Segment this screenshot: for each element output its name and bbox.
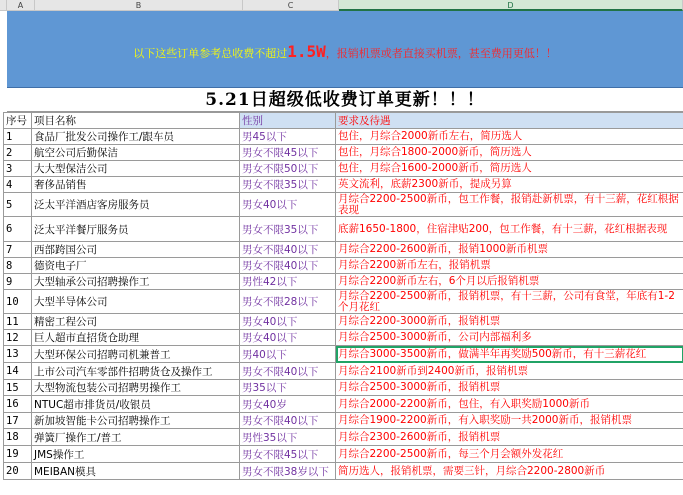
row-index-cell[interactable]: 8 xyxy=(4,258,32,274)
row-index-cell[interactable]: 5 xyxy=(4,193,32,217)
sheet-title-row[interactable] xyxy=(7,88,683,112)
row-index-cell[interactable]: 10 xyxy=(4,290,32,314)
requirement-cell[interactable]: 月综合2200-3000新币，报销机票 xyxy=(336,314,683,330)
row-index-cell[interactable]: 3 xyxy=(4,161,32,177)
row-index-cell[interactable]: 1 xyxy=(4,129,32,145)
requirement-cell[interactable]: 月综合2200-2500新币，报销机票，有十三薪，公司有食堂，年底有1-2个月花红 xyxy=(336,290,683,314)
project-name-cell[interactable]: 精密工程公司 xyxy=(32,314,240,330)
gender-cell[interactable]: 男性42以下 xyxy=(240,274,336,290)
project-name-cell[interactable]: 航空公司后勤保洁 xyxy=(32,145,240,161)
column-header-a[interactable]: A xyxy=(7,0,35,11)
row-index-cell[interactable]: 14 xyxy=(4,363,32,380)
requirement-cell[interactable]: 包住，月综合1800-2000新币，简历选人 xyxy=(336,145,683,161)
table-row xyxy=(4,330,683,346)
gender-cell[interactable]: 男女不限45以下 xyxy=(240,446,336,463)
gender-cell[interactable]: 男女40以下 xyxy=(240,330,336,346)
requirement-cell[interactable]: 英文流利，底薪2300新币，提成另算 xyxy=(336,177,683,193)
requirement-cell[interactable]: 月综合2200-2600新币，报销1000新币机票 xyxy=(336,242,683,258)
project-name-cell[interactable]: 大型环保公司招聘司机兼普工 xyxy=(32,346,240,363)
row-index-cell[interactable]: 16 xyxy=(4,396,32,413)
project-name-cell[interactable]: 大型半导体公司 xyxy=(32,290,240,314)
banner-amount: 1.5W xyxy=(287,42,326,61)
gender-cell[interactable]: 男女不限28以下 xyxy=(240,290,336,314)
gender-cell[interactable]: 男女40以下 xyxy=(240,314,336,330)
project-name-cell[interactable]: 巨人超市直招货仓助理 xyxy=(32,330,240,346)
header-index[interactable]: 序号 xyxy=(4,113,32,129)
table-row xyxy=(4,463,683,480)
header-gender[interactable]: 性别 xyxy=(240,113,336,129)
project-name-cell[interactable]: 新加坡智能卡公司招聘操作工 xyxy=(32,413,240,429)
project-name-cell[interactable]: 泛太平洋餐厅服务员 xyxy=(32,217,240,242)
select-all-corner[interactable] xyxy=(0,0,7,11)
project-name-cell[interactable]: MEIBAN模具 xyxy=(32,463,240,480)
requirement-cell[interactable]: 简历选人，报销机票，需要三针，月综合2200-2800新币 xyxy=(336,463,683,480)
table-header-row xyxy=(4,113,683,129)
table-row xyxy=(4,274,683,290)
requirement-cell[interactable]: 包住，月综合1600-2000新币，简历选人 xyxy=(336,161,683,177)
table-row xyxy=(4,177,683,193)
gender-cell[interactable]: 男女不限50以下 xyxy=(240,161,336,177)
banner-text xyxy=(7,44,683,62)
gender-cell[interactable]: 男女不限40以下 xyxy=(240,363,336,380)
row-index-cell[interactable]: 19 xyxy=(4,446,32,463)
header-project-name[interactable]: 项目名称 xyxy=(32,113,240,129)
row-index-cell[interactable]: 7 xyxy=(4,242,32,258)
row-index-cell[interactable]: 11 xyxy=(4,314,32,330)
gender-cell[interactable]: 男女不限35以下 xyxy=(240,217,336,242)
table-row xyxy=(4,217,683,242)
table-row xyxy=(4,380,683,396)
orders-table xyxy=(3,112,683,480)
row-index-cell[interactable]: 15 xyxy=(4,380,32,396)
requirement-cell[interactable]: 月综合1900-2200新币，有入职奖励一共2000新币，报销机票 xyxy=(336,413,683,429)
column-header-c[interactable]: C xyxy=(243,0,339,11)
column-header-b[interactable]: B xyxy=(35,0,243,11)
project-name-cell[interactable]: NTUC超市排货员/收银员 xyxy=(32,396,240,413)
requirement-cell[interactable]: 月综合2500-3000新币，公司内部福利多 xyxy=(336,330,683,346)
project-name-cell[interactable]: 奢侈品销售 xyxy=(32,177,240,193)
row-index-cell[interactable]: 13 xyxy=(4,346,32,363)
gender-cell[interactable]: 男女不限35以下 xyxy=(240,177,336,193)
banner-text-part2: ，报销机票或者直接买机票，甚至费用更低！！ xyxy=(325,47,557,60)
table-row xyxy=(4,363,683,380)
gender-cell[interactable]: 男35以下 xyxy=(240,380,336,396)
table-row xyxy=(4,413,683,429)
table-row xyxy=(4,193,683,217)
notice-banner xyxy=(7,11,683,88)
requirement-cell[interactable]: 月综合2200-2500新币，包工作餐，报销赴新机票，有十三薪，花红根据表现 xyxy=(336,193,683,217)
requirement-cell[interactable]: 月综合2000-2200新币，包住，有入职奖励1000新币 xyxy=(336,396,683,413)
sheet-title: 5.21日超级低收费订单更新！！！ xyxy=(205,90,485,110)
project-name-cell[interactable]: 食品厂批发公司操作工/跟车员 xyxy=(32,129,240,145)
gender-cell[interactable]: 男女不限40以下 xyxy=(240,413,336,429)
table-row xyxy=(4,346,683,363)
requirement-cell[interactable]: 月综合2200新币左右，6个月以后报销机票 xyxy=(336,274,683,290)
project-name-cell[interactable]: 大大型保洁公司 xyxy=(32,161,240,177)
table-row xyxy=(4,145,683,161)
header-requirement[interactable]: 要求及待遇 xyxy=(336,113,683,129)
gender-cell[interactable]: 男女40岁 xyxy=(240,396,336,413)
table-row xyxy=(4,290,683,314)
gender-cell[interactable]: 男女不限40以下 xyxy=(240,258,336,274)
gender-cell[interactable]: 男性35以下 xyxy=(240,429,336,446)
project-name-cell[interactable]: 弹簧厂操作工/普工 xyxy=(32,429,240,446)
row-index-cell[interactable]: 2 xyxy=(4,145,32,161)
row-index-cell[interactable]: 9 xyxy=(4,274,32,290)
project-name-cell[interactable]: 上市公司汽车零部件招聘货仓及操作工 xyxy=(32,363,240,380)
requirement-cell[interactable]: 月综合2100新币到2400新币，报销机票 xyxy=(336,363,683,380)
project-name-cell[interactable]: JMS操作工 xyxy=(32,446,240,463)
requirement-cell[interactable]: 月综合2500-3000新币，报销机票 xyxy=(336,380,683,396)
table-row xyxy=(4,446,683,463)
table-row xyxy=(4,129,683,145)
requirement-cell[interactable]: 月综合2200新币左右，报销机票 xyxy=(336,258,683,274)
row-index-cell[interactable]: 20 xyxy=(4,463,32,480)
column-header-d[interactable]: D xyxy=(339,0,683,11)
table-row xyxy=(4,314,683,330)
requirement-cell[interactable]: 月综合2300-2600新币，报销机票 xyxy=(336,429,683,446)
row-index-cell[interactable]: 12 xyxy=(4,330,32,346)
table-row xyxy=(4,242,683,258)
gender-cell[interactable]: 男40以下 xyxy=(240,346,336,363)
banner-text-part1: 以下这些订单参考总收费不超过 xyxy=(133,47,288,60)
project-name-cell[interactable]: 大型轴承公司招聘操作工 xyxy=(32,274,240,290)
gender-cell[interactable]: 男女不限45以下 xyxy=(240,145,336,161)
gender-cell[interactable]: 男女不限40以下 xyxy=(240,242,336,258)
column-header-bar xyxy=(0,0,683,11)
project-name-cell[interactable]: 大型物流包装公司招聘男操作工 xyxy=(32,380,240,396)
row-index-cell[interactable]: 6 xyxy=(4,217,32,242)
gender-cell[interactable]: 男女不限38岁以下 xyxy=(240,463,336,480)
table-row xyxy=(4,161,683,177)
row-index-cell[interactable]: 4 xyxy=(4,177,32,193)
table-row xyxy=(4,258,683,274)
requirement-cell[interactable]: 月综合3000-3500新币，做满半年再奖励500新币，有十三薪花红 xyxy=(336,346,683,363)
project-name-cell[interactable]: 德资电子厂 xyxy=(32,258,240,274)
requirement-cell[interactable]: 月综合2200-2500新币，每三个月会额外发花红 xyxy=(336,446,683,463)
project-name-cell[interactable]: 西部跨国公司 xyxy=(32,242,240,258)
gender-cell[interactable]: 男女40以下 xyxy=(240,193,336,217)
row-index-cell[interactable]: 18 xyxy=(4,429,32,446)
table-row xyxy=(4,429,683,446)
project-name-cell[interactable]: 泛太平洋酒店客房服务员 xyxy=(32,193,240,217)
row-index-cell[interactable]: 17 xyxy=(4,413,32,429)
table-row xyxy=(4,396,683,413)
requirement-cell[interactable]: 包住，月综合2000新币左右，简历选人 xyxy=(336,129,683,145)
requirement-cell[interactable]: 底薪1650-1800，住宿津贴200，包工作餐，有十三薪，花红根据表现 xyxy=(336,217,683,242)
gender-cell[interactable]: 男45以下 xyxy=(240,129,336,145)
